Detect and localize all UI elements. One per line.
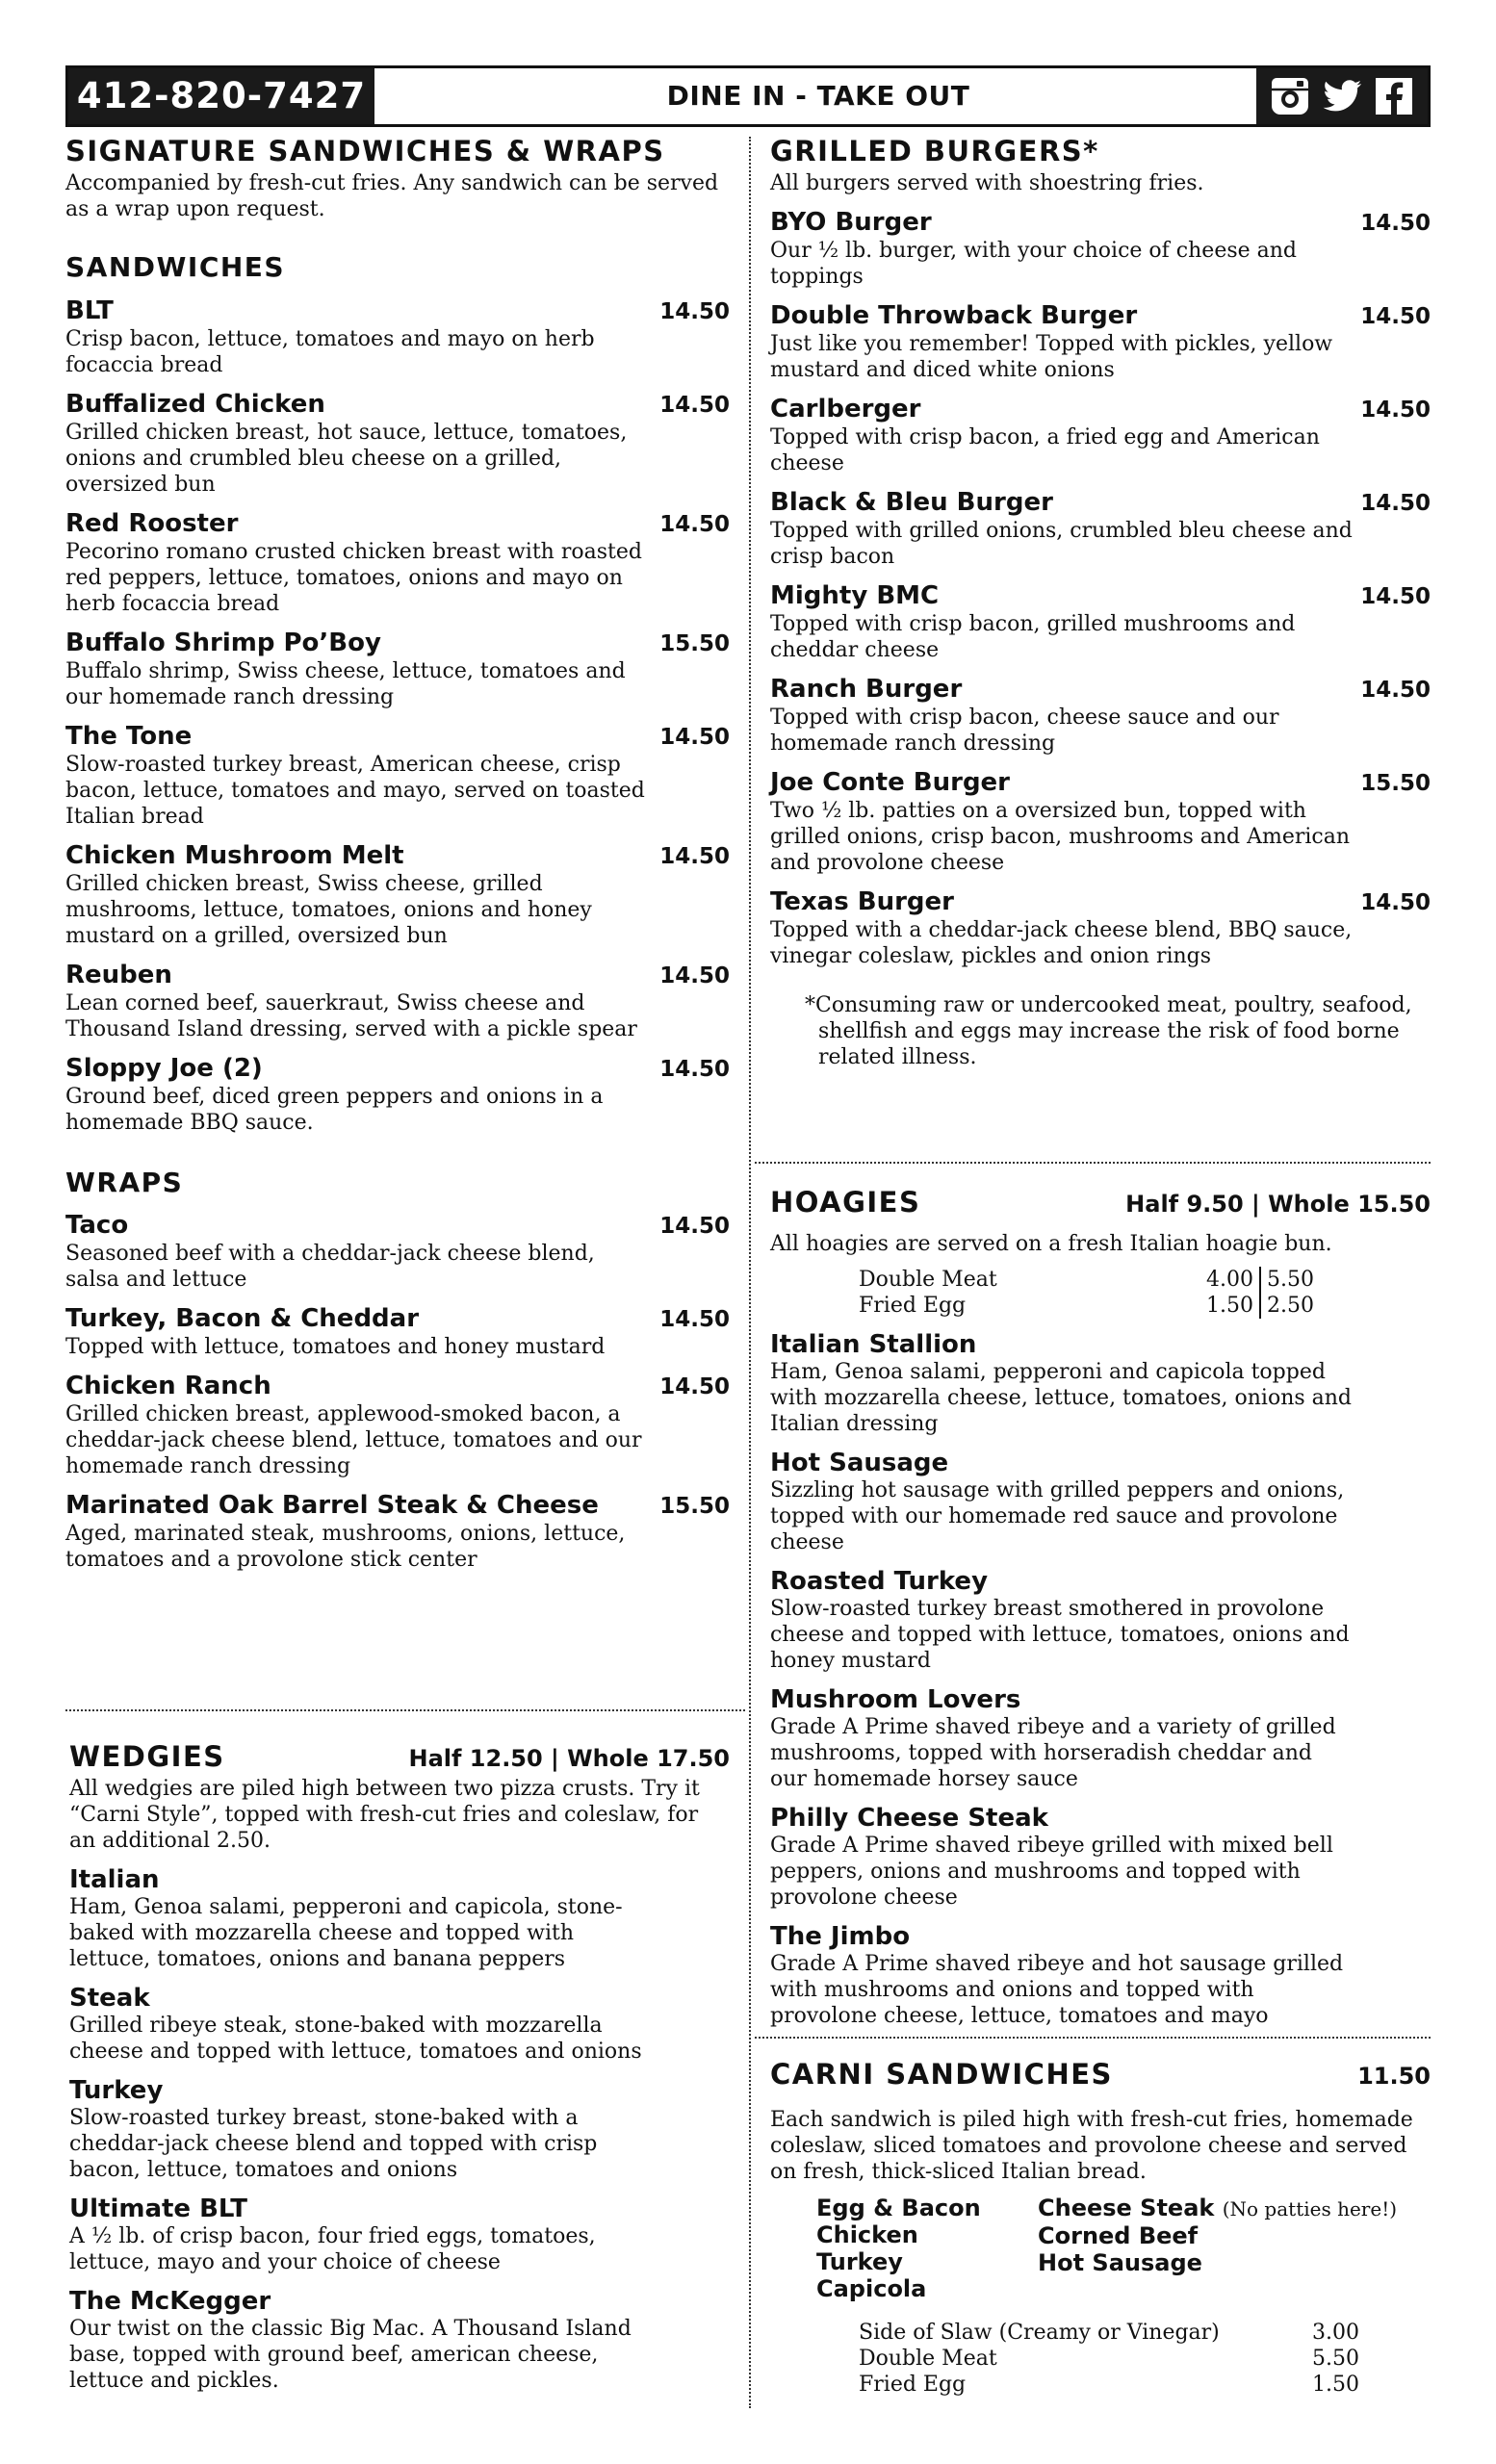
carni-option: Corned Beef: [1038, 2221, 1199, 2249]
sandwich-list: [65, 296, 730, 1136]
menu-item-header: [65, 841, 730, 871]
section-title: CARNI SANDWICHES 11.50: [770, 2058, 1431, 2091]
menu-item-price: 15.50: [659, 1493, 730, 1519]
menu-item-header: [770, 208, 1431, 238]
menu-item-price: 14.50: [659, 1373, 730, 1399]
menu-item-header: [69, 2194, 730, 2223]
menu-item-header: [770, 1922, 1431, 1951]
menu-item-price: 14.50: [659, 1057, 730, 1083]
menu-item-name: Red Rooster: [65, 509, 239, 539]
menu-item-description: Seasoned beef with a cheddar-jack cheese blend, salsa and lettuce: [65, 1241, 595, 1292]
menu-item-header: [770, 1330, 1431, 1359]
menu-item-name: Chicken Ranch: [65, 1371, 271, 1400]
section-price: Half 12.50 | Whole 17.50: [408, 1745, 730, 1772]
menu-item-description: Our twist on the classic Big Mac. A Thousand Island base, topped with ground beef, american cheese, lettuce and pickles.: [69, 2316, 632, 2393]
section-title: HOAGIES Half 9.50 | Whole 15.50: [770, 1186, 1431, 1219]
burger-list: [770, 208, 1431, 969]
menu-item[interactable]: [69, 1865, 730, 1972]
hoagie-addons: [859, 1267, 1321, 1319]
wedgie-list: [69, 1865, 730, 2394]
section-divider: [755, 1162, 1431, 1164]
menu-item-name: BYO Burger: [770, 207, 932, 237]
carni-section: [770, 2058, 1431, 2398]
left-column: [65, 135, 730, 1573]
side-name: Side of Slaw (Creamy or Vinegar): [859, 2320, 1220, 2345]
sandwiches-section: [65, 251, 730, 1137]
section-intro: All wedgies are piled high between two pizza crusts. Try it “Carni Style”, topped with fresh-cut fries and coleslaw, for an additional 2.50.: [69, 1776, 700, 1853]
menu-item[interactable]: [770, 1685, 1431, 1792]
menu-item-description: Grade A Prime shaved ribeye and hot sausage grilled with mushrooms and onions and topped with provolone cheese, lettuce, tomatoes and mayo: [770, 1951, 1344, 2028]
menu-item-name: Taco: [65, 1210, 129, 1240]
section-price: Half 9.50 | Whole 15.50: [1125, 1191, 1431, 1218]
menu-item-header: [69, 1984, 730, 2013]
menu-item-name: Mighty BMC: [770, 580, 940, 610]
menu-item-price: 14.50: [659, 393, 730, 419]
menu-item-header: [770, 488, 1431, 518]
menu-item[interactable]: [65, 1304, 730, 1360]
section-divider: [65, 1709, 745, 1711]
menu-item[interactable]: [770, 675, 1431, 757]
side-name: Double Meat: [859, 2346, 997, 2371]
menu-item-header: [65, 1372, 730, 1401]
carni-option: Hot Sausage: [1038, 2248, 1202, 2276]
addon-whole-price: 5.50: [1267, 1267, 1314, 1292]
menu-item-description: Ham, Genoa salami, pepperoni and capicola topped with mozzarella cheese, lettuce, tomatoes, onions and Italian dressing: [770, 1359, 1353, 1436]
menu-item-description: Topped with a cheddar-jack cheese blend, BBQ sauce, vinegar coleslaw, pickles and onion rings: [770, 917, 1353, 968]
menu-item[interactable]: [770, 887, 1431, 969]
menu-item-description: Ground beef, diced green peppers and onions in a homemade BBQ sauce.: [65, 1085, 604, 1136]
menu-item-name: Italian: [69, 1864, 160, 1894]
menu-item-header: [770, 1685, 1431, 1714]
menu-item-price: 14.50: [1360, 303, 1431, 329]
menu-item-price: 14.50: [1360, 490, 1431, 516]
column-divider: [749, 137, 751, 2408]
menu-item-header: [770, 301, 1431, 331]
menu-item-price: 15.50: [659, 631, 730, 657]
menu-item[interactable]: [65, 629, 730, 710]
menu-item-price: 14.50: [1360, 397, 1431, 423]
signature-section: [65, 135, 730, 222]
menu-item-name: Carlberger: [770, 394, 921, 424]
side-row: [859, 2372, 1359, 2398]
menu-item-price: 14.50: [659, 1306, 730, 1332]
menu-item[interactable]: [69, 2287, 730, 2394]
side-row: [859, 2346, 1359, 2372]
menu-item-name: Ultimate BLT: [69, 2194, 247, 2223]
addon-prices: [1199, 1293, 1321, 1319]
menu-item[interactable]: [69, 2194, 730, 2275]
menu-item[interactable]: [770, 1567, 1431, 1674]
phone-number[interactable]: 412-820-7427: [68, 68, 374, 124]
side-row: [859, 2320, 1359, 2346]
social-links: [1256, 68, 1428, 124]
menu-item-description: Aged, marinated steak, mushrooms, onions, lettuce, tomatoes and a provolone stick center: [65, 1521, 626, 1572]
menu-item-price: 14.50: [1360, 210, 1431, 236]
menu-item-description: Just like you remember! Topped with pickles, yellow mustard and diced white onions: [770, 331, 1333, 382]
menu-item-header: [65, 1304, 730, 1334]
menu-item-header: [65, 390, 730, 420]
menu-item[interactable]: [770, 581, 1431, 663]
section-intro: All burgers served with shoestring fries.: [770, 170, 1204, 195]
menu-item-description: Lean corned beef, sauerkraut, Swiss cheese and Thousand Island dressing, served with a pickle spear: [65, 991, 637, 1042]
menu-item-description: Sizzling hot sausage with grilled peppers and onions, topped with our homemade red sauce and provolone cheese: [770, 1477, 1345, 1554]
menu-item-name: Philly Cheese Steak: [770, 1803, 1048, 1833]
carni-option-row: [1038, 2222, 1423, 2249]
menu-item-name: Double Throwback Burger: [770, 300, 1138, 330]
section-intro: All hoagies are served on a fresh Italian hoagie bun.: [770, 1231, 1332, 1256]
carni-option-row: [1038, 2194, 1423, 2222]
menu-item-header: [69, 1865, 730, 1894]
menu-item[interactable]: [65, 1054, 730, 1136]
menu-item-description: Topped with crisp bacon, cheese sauce and our homemade ranch dressing: [770, 705, 1279, 756]
addon-row: [859, 1293, 1321, 1319]
section-title: GRILLED BURGERS*: [770, 135, 1099, 167]
menu-item-description: Slow-roasted turkey breast smothered in provolone cheese and topped with lettuce, tomatoes, onions and honey mustard: [770, 1596, 1350, 1673]
menu-item-price: 14.50: [659, 1213, 730, 1239]
carni-option: Chicken: [816, 2220, 918, 2248]
menu-item[interactable]: [770, 301, 1431, 383]
addon-half-price: 1.50: [1199, 1293, 1261, 1319]
carni-options: [816, 2194, 1431, 2302]
menu-item-name: Buffalo Shrimp Po’Boy: [65, 629, 381, 658]
menu-item[interactable]: [65, 390, 730, 498]
menu-item-header: [65, 509, 730, 539]
instagram-icon[interactable]: [1268, 74, 1312, 118]
menu-item-price: 14.50: [659, 844, 730, 870]
menu-item[interactable]: [65, 961, 730, 1042]
menu-item-description: Grade A Prime shaved ribeye grilled with mixed bell peppers, onions and mushrooms and topped with provolone cheese: [770, 1833, 1333, 1910]
section-title: SIGNATURE SANDWICHES & WRAPS: [65, 135, 665, 167]
menu-item[interactable]: [69, 1984, 730, 2065]
menu-item-header: [770, 887, 1431, 917]
menu-item-name: Turkey: [69, 2075, 164, 2105]
food-safety-note: *Consuming raw or undercooked meat, poultry, seafood, shellfish and eggs may increase the risk of food borne related illness.: [805, 992, 1412, 1069]
menu-item-description: Grilled chicken breast, Swiss cheese, grilled mushrooms, lettuce, tomatoes, onions and honey mustard on a grilled, oversized bun: [65, 872, 592, 949]
menu-item-description: Grilled ribeye steak, stone-baked with mozzarella cheese and topped with lettuce, tomatoes and onions: [69, 2013, 642, 2064]
burgers-section: [770, 135, 1431, 1070]
carni-sides: [859, 2320, 1359, 2398]
menu-item-name: Sloppy Joe (2): [65, 1054, 263, 1084]
facebook-icon[interactable]: [1372, 74, 1416, 118]
hoagies-section: [770, 1186, 1431, 2029]
menu-item-description: Grilled chicken breast, hot sauce, lettuce, tomatoes, onions and crumbled bleu cheese on a grilled, oversized bun: [65, 421, 628, 498]
menu-item-description: Two ½ lb. patties on a oversized bun, topped with grilled onions, crisp bacon, mushrooms and American and provolone cheese: [770, 798, 1351, 875]
menu-item-description: Grade A Prime shaved ribeye and a variety of grilled mushrooms, topped with horseradish cheddar and our homemade horsey sauce: [770, 1714, 1336, 1791]
menu-item-name: Chicken Mushroom Melt: [65, 841, 404, 871]
menu-item-header: [65, 629, 730, 658]
section-price: 11.50: [1357, 2063, 1431, 2090]
menu-item-price: 15.50: [1360, 770, 1431, 796]
menu-item-name: The Jimbo: [770, 1921, 911, 1951]
section-intro: Accompanied by fresh-cut fries. Any sandwich can be served as a wrap upon request.: [65, 170, 719, 221]
menu-item-description: Grilled chicken breast, applewood-smoked bacon, a cheddar-jack cheese blend, lettuce, tomatoes and our homemade ranch dressing: [65, 1401, 642, 1478]
carni-option-note: (No patties here!): [1222, 2196, 1398, 2220]
wedgies-section: [69, 1740, 730, 2394]
menu-item-description: Pecorino romano crusted chicken breast with roasted red peppers, lettuce, tomatoes, onions and mayo on herb focaccia bread: [65, 540, 642, 617]
menu-item-description: Topped with lettuce, tomatoes and honey mustard: [65, 1334, 606, 1359]
menu-item-header: [770, 1449, 1431, 1477]
menu-item-name: Marinated Oak Barrel Steak & Cheese: [65, 1490, 599, 1520]
carni-option: Cheese Steak: [1038, 2194, 1215, 2221]
menu-item-name: Black & Bleu Burger: [770, 487, 1053, 517]
menu-item[interactable]: [770, 768, 1431, 876]
menu-item-description: Our ½ lb. burger, with your choice of cheese and toppings: [770, 238, 1298, 289]
menu-item-description: Crisp bacon, lettuce, tomatoes and mayo on herb focaccia bread: [65, 327, 595, 378]
section-divider: [755, 2037, 1431, 2039]
service-type: DINE IN - TAKE OUT: [666, 80, 970, 112]
twitter-icon[interactable]: [1320, 74, 1364, 118]
menu-item-header: [770, 1804, 1431, 1833]
menu-item[interactable]: [770, 1330, 1431, 1437]
menu-item-description: Slow-roasted turkey breast, American cheese, crisp bacon, lettuce, tomatoes and mayo, served on toasted Italian bread: [65, 753, 645, 830]
section-title: WEDGIES Half 12.50 | Whole 17.50: [69, 1740, 730, 1773]
carni-option: Egg & Bacon: [816, 2194, 981, 2221]
addon-row: [859, 1267, 1321, 1293]
addon-whole-price: 2.50: [1267, 1293, 1314, 1318]
menu-item-description: A ½ lb. of crisp bacon, four fried eggs, tomatoes, lettuce, mayo and your choice of cheese: [69, 2223, 596, 2274]
menu-item-name: Steak: [69, 1983, 150, 2013]
menu-item-name: Ranch Burger: [770, 674, 963, 704]
menu-item[interactable]: [65, 1372, 730, 1479]
menu-item[interactable]: [770, 1449, 1431, 1555]
side-name: Fried Egg: [859, 2372, 967, 2397]
menu-item-header: [69, 2076, 730, 2105]
side-price: 5.50: [1312, 2346, 1359, 2371]
menu-item-price: 14.50: [659, 299, 730, 325]
carni-option: Turkey: [816, 2247, 903, 2275]
side-price: 3.00: [1312, 2320, 1359, 2345]
wrap-list: [65, 1211, 730, 1573]
menu-item-price: 14.50: [659, 963, 730, 989]
menu-item-name: Hot Sausage: [770, 1448, 949, 1477]
menu-item-description: Buffalo shrimp, Swiss cheese, lettuce, tomatoes and our homemade ranch dressing: [65, 659, 626, 710]
menu-item[interactable]: [65, 296, 730, 378]
menu-item-description: Ham, Genoa salami, pepperoni and capicola, stone-baked with mozzarella cheese and topped with lettuce, tomatoes, onions and banana peppers: [69, 1894, 623, 1971]
carni-option: Capicola: [816, 2274, 927, 2302]
right-column: [770, 135, 1431, 1070]
addon-prices: [1199, 1267, 1321, 1293]
menu-item-price: 14.50: [1360, 889, 1431, 915]
menu-item-header: [770, 1567, 1431, 1596]
menu-item-description: Slow-roasted turkey breast, stone-baked with a cheddar-jack cheese blend and topped with crisp bacon, lettuce, tomatoes and onions: [69, 2105, 598, 2182]
menu-item-name: Reuben: [65, 961, 172, 990]
menu-item-description: Topped with grilled onions, crumbled bleu cheese and crisp bacon: [770, 518, 1353, 569]
menu-item[interactable]: [770, 208, 1431, 290]
menu-item-header: [770, 675, 1431, 705]
menu-item-name: Turkey, Bacon & Cheddar: [65, 1303, 420, 1333]
menu-item-header: [65, 1211, 730, 1241]
menu-item-name: The Tone: [65, 722, 193, 752]
addon-name: Fried Egg: [859, 1293, 967, 1318]
menu-item[interactable]: [770, 395, 1431, 476]
menu-item-header: [65, 722, 730, 752]
menu-item[interactable]: [65, 722, 730, 830]
menu-item-header: [65, 1491, 730, 1521]
menu-item[interactable]: [65, 841, 730, 949]
addon-name: Double Meat: [859, 1267, 997, 1292]
menu-item-header: [770, 581, 1431, 611]
menu-item-name: Mushroom Lovers: [770, 1684, 1021, 1714]
menu-item[interactable]: [65, 509, 730, 617]
wraps-section: [65, 1167, 730, 1573]
menu-item-price: 14.50: [659, 512, 730, 538]
menu-item-header: [69, 2287, 730, 2316]
header-bar: [65, 65, 1431, 127]
addon-half-price: 4.00: [1199, 1267, 1261, 1293]
menu-item-name: The McKegger: [69, 2286, 271, 2316]
menu-item-price: 14.50: [659, 725, 730, 751]
menu-item-name: Joe Conte Burger: [770, 767, 1011, 797]
menu-item-name: Buffalized Chicken: [65, 390, 325, 420]
menu-item[interactable]: [770, 1922, 1431, 2029]
menu-item-header: [65, 296, 730, 326]
menu-item-name: BLT: [65, 296, 114, 326]
menu-item[interactable]: [770, 1804, 1431, 1911]
hoagie-list: [770, 1330, 1431, 2029]
menu-item-name: Texas Burger: [770, 886, 954, 916]
menu-item[interactable]: [65, 1211, 730, 1293]
menu-item[interactable]: [69, 2076, 730, 2183]
menu-item-description: Topped with crisp bacon, grilled mushrooms and cheddar cheese: [770, 611, 1296, 662]
menu-item-name: Roasted Turkey: [770, 1566, 989, 1596]
menu-item[interactable]: [770, 488, 1431, 570]
menu-item[interactable]: [65, 1491, 730, 1573]
carni-options-col2: [1038, 2194, 1423, 2302]
carni-option-row: [1038, 2249, 1423, 2276]
section-intro: Each sandwich is piled high with fresh-cut fries, homemade coleslaw, sliced tomatoes and provolone cheese and served on fresh, thick-sliced Italian bread.: [770, 2107, 1413, 2184]
menu-item-header: [65, 1054, 730, 1084]
carni-options-col1: [816, 2194, 1038, 2302]
side-price: 1.50: [1312, 2372, 1359, 2397]
menu-item-header: [770, 395, 1431, 424]
menu-item-name: Italian Stallion: [770, 1329, 977, 1359]
subsection-title: WRAPS: [65, 1167, 184, 1199]
menu-item-price: 14.50: [1360, 583, 1431, 609]
menu-item-price: 14.50: [1360, 677, 1431, 703]
menu-item-header: [770, 768, 1431, 798]
menu-item-header: [65, 961, 730, 990]
subsection-title: SANDWICHES: [65, 250, 286, 283]
menu-item-description: Topped with crisp bacon, a fried egg and American cheese: [770, 424, 1320, 475]
